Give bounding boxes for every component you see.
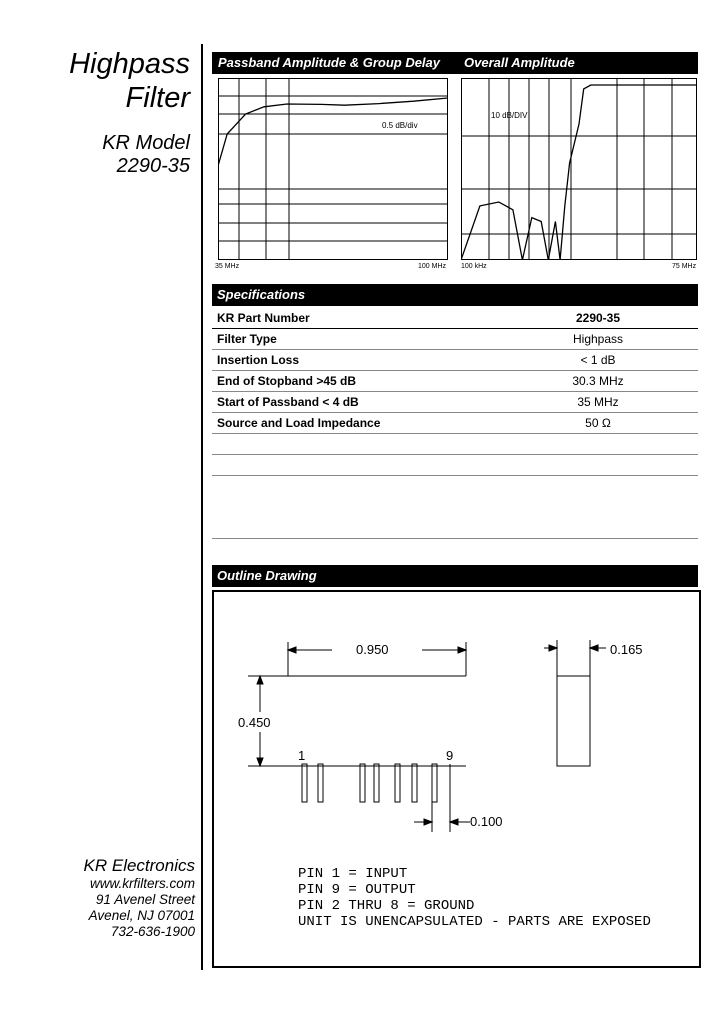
pin-notes [298,866,651,930]
specifications-header [212,284,698,306]
spec-row [212,392,698,413]
specifications-header-label: Specifications [217,287,306,302]
spec-row [212,371,698,392]
outline-drawing-header-label: Outline Drawing [217,568,317,583]
pin-1-label: 1 [298,748,306,763]
spec-row-empty [212,476,698,539]
height-dimension: 0.450 [238,715,271,730]
spec-value: 35 MHz [498,392,698,413]
passband-chart [218,78,448,260]
spec-row [212,329,698,350]
spec-row [212,350,698,371]
website-link[interactable]: www.krfilters.com [89,876,195,891]
overall-chart-grid [461,78,697,260]
spec-row-empty [212,434,698,455]
thickness-dimension: 0.165 [610,642,643,657]
spec-header-value: 2290-35 [498,308,698,329]
model-label: KR Model [102,132,190,154]
passband-x-start: 35 MHz [215,263,240,270]
passband-chart-title: Passband Amplitude & Group Delay [218,55,441,70]
overall-scale-label: 10 dB/DIV [491,111,528,120]
pin-9-label: 9 [446,748,454,763]
overall-x-end: 75 MHz [672,263,697,270]
charts-header-bar [212,52,698,74]
outline-drawing-header [212,565,698,587]
spec-value: 30.3 MHz [498,371,698,392]
overall-x-start: 100 kHz [461,263,487,270]
spec-value: < 1 dB [498,350,698,371]
city-address: Avenel, NJ 07001 [88,908,195,923]
spec-label: Start of Passband < 4 dB [212,392,498,413]
note-line: PIN 2 THRU 8 = GROUND [298,898,475,914]
overall-chart [461,78,697,260]
product-title-line1: Highpass [69,48,190,80]
company-name: KR Electronics [83,856,195,875]
spec-label: Insertion Loss [212,350,498,371]
vertical-divider [201,44,203,970]
spec-label: Source and Load Impedance [212,413,498,434]
spec-value: Highpass [498,329,698,350]
passband-curve [218,98,448,166]
spec-header-label: KR Part Number [212,308,498,329]
spec-header-row [212,308,698,329]
contact-block [84,856,195,940]
phone-number: 732-636-1900 [110,924,195,939]
spec-row-empty [212,455,698,476]
spec-row [212,413,698,434]
spec-label: Filter Type [212,329,498,350]
model-number: 2290-35 [116,155,190,177]
overall-chart-title: Overall Amplitude [464,55,575,70]
street-address: 91 Avenel Street [95,892,195,907]
spec-value: 50 Ω [498,413,698,434]
note-line: UNIT IS UNENCAPSULATED - PARTS ARE EXPOSED [298,914,651,930]
passband-x-end: 100 MHz [418,263,447,270]
passband-scale-label: 0.5 dB/div [382,121,418,130]
note-line: PIN 1 = INPUT [298,866,408,882]
specifications-table [212,308,698,539]
length-dimension: 0.950 [356,642,389,657]
product-title-line2: Filter [125,82,190,114]
pitch-dimension: 0.100 [470,814,503,829]
spec-label: End of Stopband >45 dB [212,371,498,392]
note-line: PIN 9 = OUTPUT [298,882,416,898]
